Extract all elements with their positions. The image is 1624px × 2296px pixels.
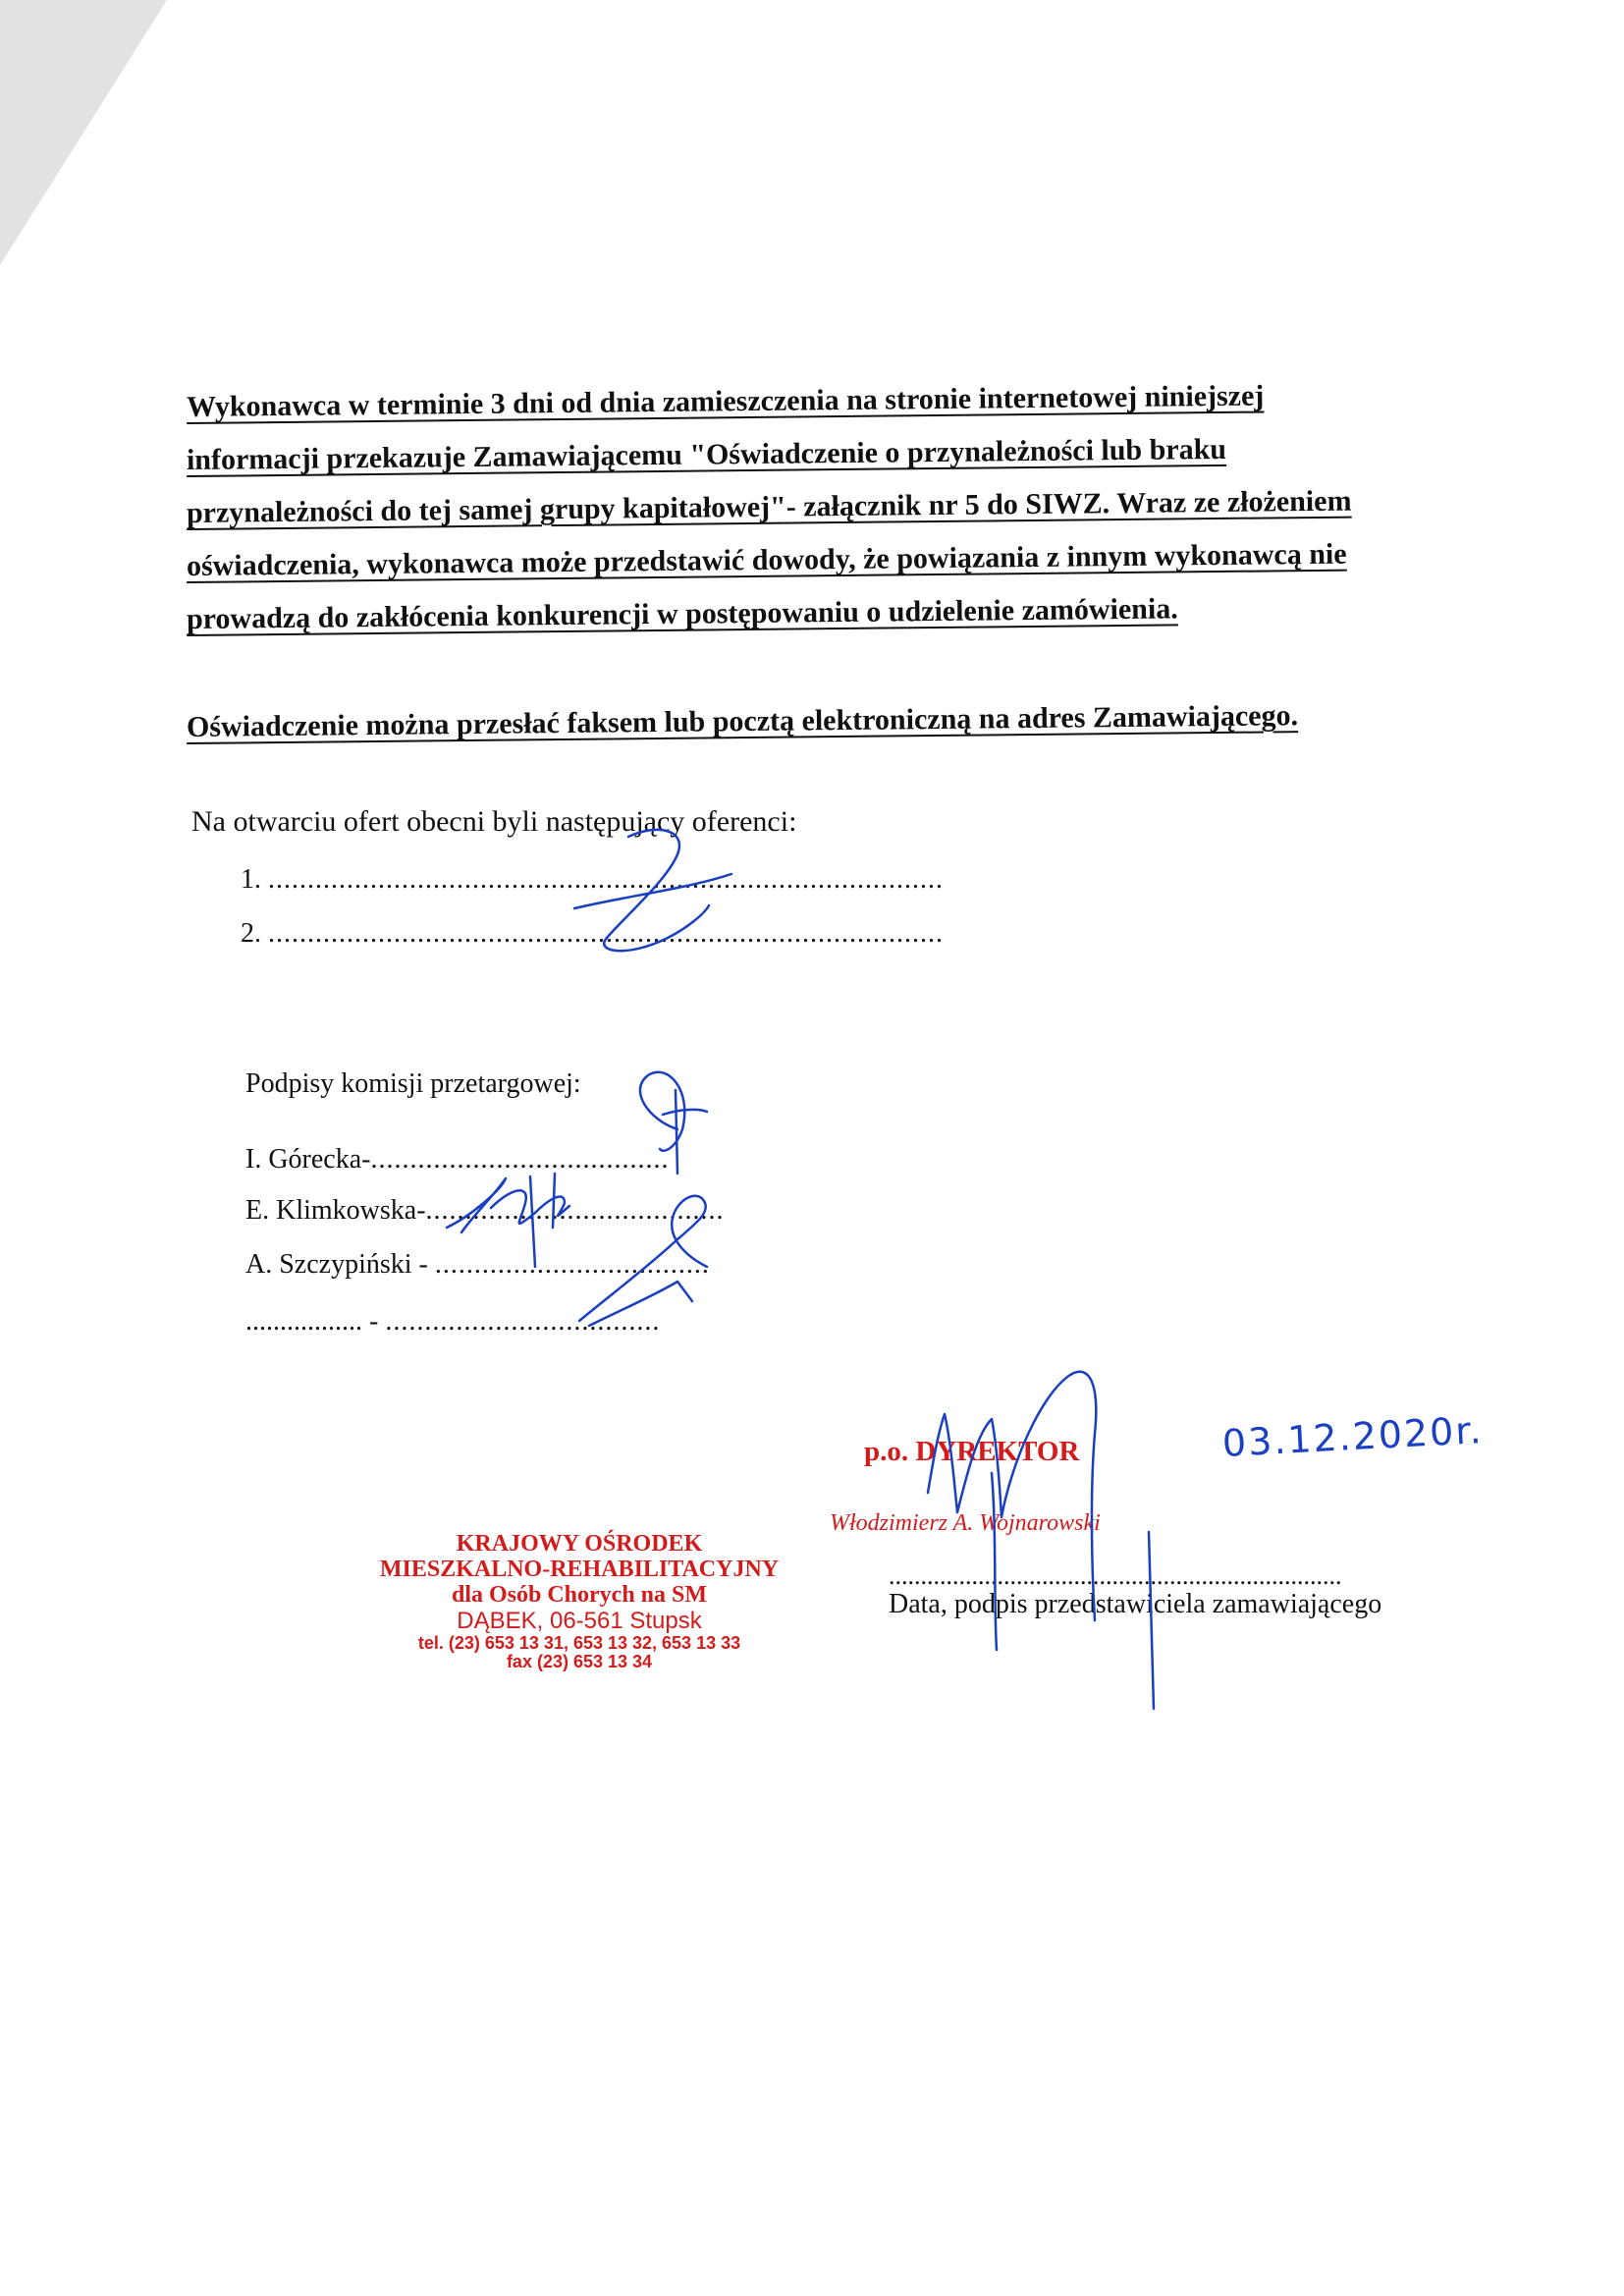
commission-member-row: [245, 1144, 669, 1175]
director-signature: [928, 1372, 1154, 1709]
stamp-line-1: KRAJOWY OŚRODEK: [456, 1531, 703, 1557]
director-name: Włodzimierz A. Wojnarowski: [830, 1510, 1101, 1536]
signature-label: Data, podpis przedstawiciela zamawiającego: [889, 1589, 1382, 1619]
signature-date: 03.12.2020r.: [1220, 1408, 1485, 1465]
member-signature-line: ...................................: [385, 1306, 661, 1337]
commission-member-row: [245, 1306, 660, 1338]
bidders-intro: Na otwarciu ofert obecni byli następujący oferenci:: [191, 805, 797, 838]
stamp-line-2: MIESZKALNO-REHABILITACYJNY: [379, 1556, 780, 1582]
bidder-row-1: [241, 864, 944, 896]
signature-line: .......................................................................: [889, 1561, 1342, 1590]
member-signature-line: ......................................: [425, 1195, 725, 1226]
bidder-number: 1.: [241, 864, 261, 895]
bidder-row-2: [241, 918, 944, 950]
stamp-line-5: tel. (23) 653 13 31, 653 13 32, 653 13 33: [417, 1632, 741, 1653]
member-name: E. Klimkowska-: [245, 1195, 426, 1226]
member-signature-line: ...................................: [434, 1249, 710, 1280]
member-name: I. Górecka-: [245, 1144, 371, 1175]
notice-line-3: przynależności do tej samej grupy kapitałowej"- załącznik nr 5 do SIWZ. Wraz ze złożeniem: [186, 484, 1352, 529]
member-signature-line: ......................................: [370, 1144, 670, 1175]
member-name: A. Szczypiński -: [245, 1249, 435, 1280]
bidder-line: ......................................................................................: [268, 918, 944, 949]
institution-stamp: [363, 1532, 795, 1672]
stamp-line-6: fax (23) 653 13 34: [506, 1652, 653, 1672]
fax-note: Oświadczenie można przesłać faksem lub pocztą elektroniczną na adres Zamawiającego.: [186, 699, 1299, 743]
commission-heading: Podpisy komisji przetargowej:: [245, 1068, 581, 1099]
stamp-line-3: dla Osób Chorych na SM: [451, 1581, 708, 1608]
commission-member-row: [245, 1195, 725, 1227]
notice-line-2: informacji przekazuje Zamawiającemu "Oświadczenie o przynależności lub braku: [186, 432, 1227, 476]
director-title: p.o. DYREKTOR: [864, 1436, 1080, 1467]
bidder-number: 2.: [241, 918, 261, 949]
notice-line-1: Wykonawca w terminie 3 dni od dnia zamieszczenia na stronie internetowej niniejszej: [186, 379, 1265, 423]
page-corner-fold: [0, 0, 167, 265]
stamp-line-4: DĄBEK, 06-561 Stupsk: [457, 1607, 702, 1634]
notice-line-4: oświadczenia, wykonawca może przedstawić dowody, że powiązania z innym wykonawcą nie: [186, 537, 1347, 582]
notice-line-5: prowadzą do zakłócenia konkurencji w postępowaniu o udzielenie zamówienia.: [186, 592, 1178, 635]
bidder-line: ......................................................................................: [268, 864, 944, 895]
commission-member-row: [245, 1249, 710, 1281]
member-name: ................. -: [245, 1306, 386, 1337]
